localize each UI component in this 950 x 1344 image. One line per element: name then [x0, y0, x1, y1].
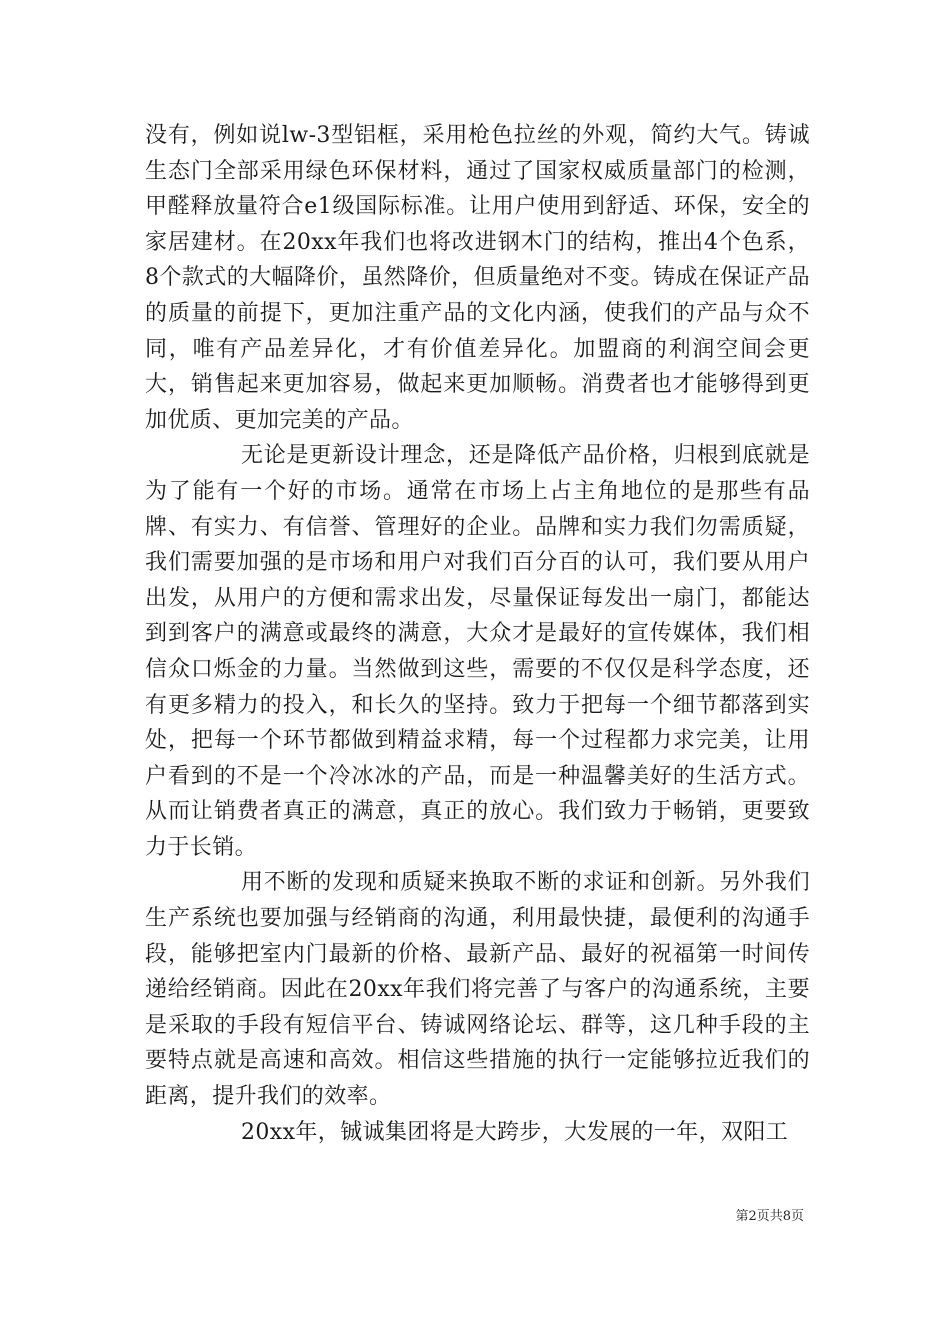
page-number-footer: 第2页共8页: [735, 1209, 804, 1224]
paragraph-1: 没有，例如说lw-3型铝框，采用枪色拉丝的外观，简约大气。铸诚生态门全部采用绿色环保材料，通过了国家权威质量部门的检测，甲醛释放量符合e1级国际标准。让用户使用到舒适、环保，安全的家居建材。在20xx年我们也将改进钢木门的结构，推出4个色系，8个款式的大幅降价，虽然降价，但质量绝对不变。铸成在保证产品的质量的前提下，更加注重产品的文化内涵，使我们的产品与众不同，唯有产品差异化，才有价值差异化。加盟商的利润空间会更大，销售起来更加容易，做起来更加顺畅。消费者也才能够得到更加优质、更加完美的产品。: [145, 123, 810, 433]
document-body: [145, 118, 810, 1150]
paragraph-3: 用不断的发现和质疑来换取不断的求证和创新。另外我们生产系统也要加强与经销商的沟通，利用最快捷，最便利的沟通手段，能够把室内门最新的价格、最新产品、最好的祝福第一时间传递给经销商。因此在20xx年我们将完善了与客户的沟通系统，主要是采取的手段有短信平台、铸诚网络论坛、群等，这几种手段的主要特点就是高速和高效。相信这些措施的执行一定能够拉近我们的距离，提升我们的效率。: [145, 870, 810, 1110]
paragraph-4: 20xx年，铖诚集团将是大跨步，大发展的一年，双阳工: [241, 1119, 789, 1145]
paragraph-2: 无论是更新设计理念，还是降低产品价格，归根到底就是为了能有一个好的市场。通常在市场上占主角地位的是那些有品牌、有实力、有信誉、管理好的企业。品牌和实力我们勿需质疑，我们需要加强的是市场和用户对我们百分百的认可，我们要从用户出发，从用户的方便和需求出发，尽量保证每发出一扇门，都能达到到客户的满意或最终的满意，大众才是最好的宣传媒体，我们相信众口烁金的力量。当然做到这些，需要的不仅仅是科学态度，还有更多精力的投入，和长久的坚持。致力于把每一个细节都落到实处，把每一个环节都做到精益求精，每一个过程都力求完美，让用户看到的不是一个冷冰冰的产品，而是一种温馨美好的生活方式。从而让销费者真正的满意，真正的放心。我们致力于畅销，更要致力于长销。: [145, 443, 810, 860]
